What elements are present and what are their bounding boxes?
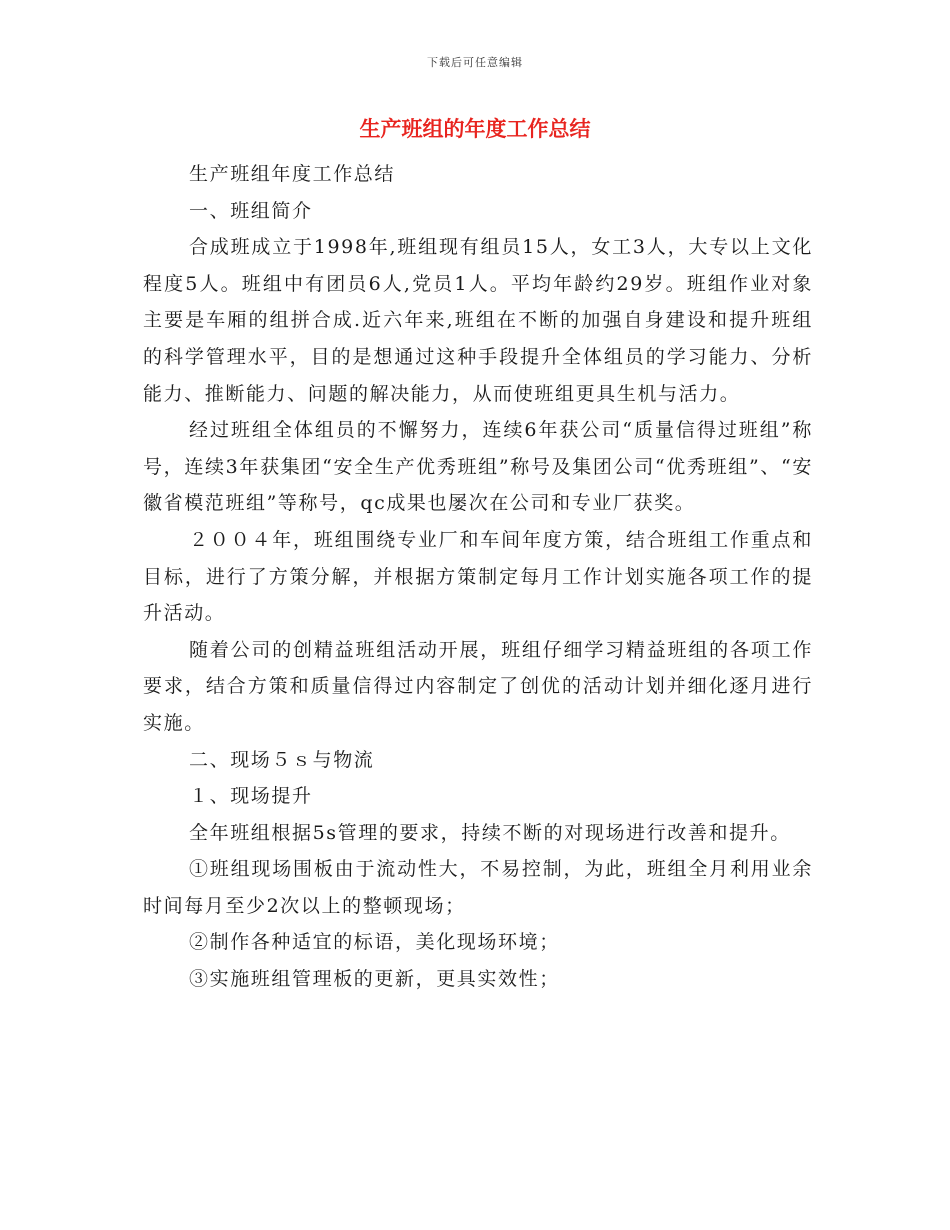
document-title: 生产班组的年度工作总结: [359, 117, 591, 141]
paragraph-lean-activity: 随着公司的创精益班组活动开展，班组仔细学习精益班组的各项工作要求，结合方策和质量信得过内容制定了创优的活动计划并细化逐月进行实施。: [143, 638, 813, 734]
section-heading-team-intro: 一、班组简介: [189, 199, 313, 222]
subsection-heading-site-improvement: １、现场提升: [189, 785, 313, 808]
subtitle-line: 生产班组年度工作总结: [189, 163, 396, 185]
paragraph-awards: 经过班组全体组员的不懈努力，连续6年获公司“质量信得过班组”称号，连续3年获集团“安全生产优秀班组”称号及集团公司“优秀班组”、“安徽省模范班组”等称号，qc成果也屡次在公司和专业厂获奖。: [143, 419, 813, 515]
list-item-3: ③实施班组管理板的更新，更具实效性；: [189, 968, 560, 991]
paragraph-5s-management: 全年班组根据5s管理的要求，持续不断的对现场进行改善和提升。: [189, 821, 791, 844]
header-note: 下载后可任意编辑: [427, 56, 523, 69]
paragraph-team-overview: 合成班成立于1998年,班组现有组员15人，女工3人，大专以上文化程度5人。班组中有团员6人,党员1人。平均年龄约29岁。班组作业对象主要是车厢的组拼合成.近六年来,班组在不断的加强自身建设和提升班组的科学管理水平，目的是想通过这种手段提升全体组员的学习能力、分析能力、推断能力、问题的解决能力，从而使班组更具生机与活力。: [143, 236, 813, 405]
list-item-1: ①班组现场围板由于流动性大，不易控制，为此，班组全月利用业余时间每月至少2次以上的整顿现场；: [143, 858, 813, 917]
paragraph-2004-plan: ２００４年，班组围绕专业厂和车间年度方策，结合班组工作重点和目标，进行了方策分解，并根据方策制定每月工作计划实施各项工作的提升活动。: [143, 528, 813, 625]
document-body: [143, 156, 813, 998]
section-heading-5s: 二、现场５ｓ与物流: [189, 748, 375, 771]
list-item-2: ②制作各种适宜的标语，美化现场环境；: [189, 931, 560, 954]
